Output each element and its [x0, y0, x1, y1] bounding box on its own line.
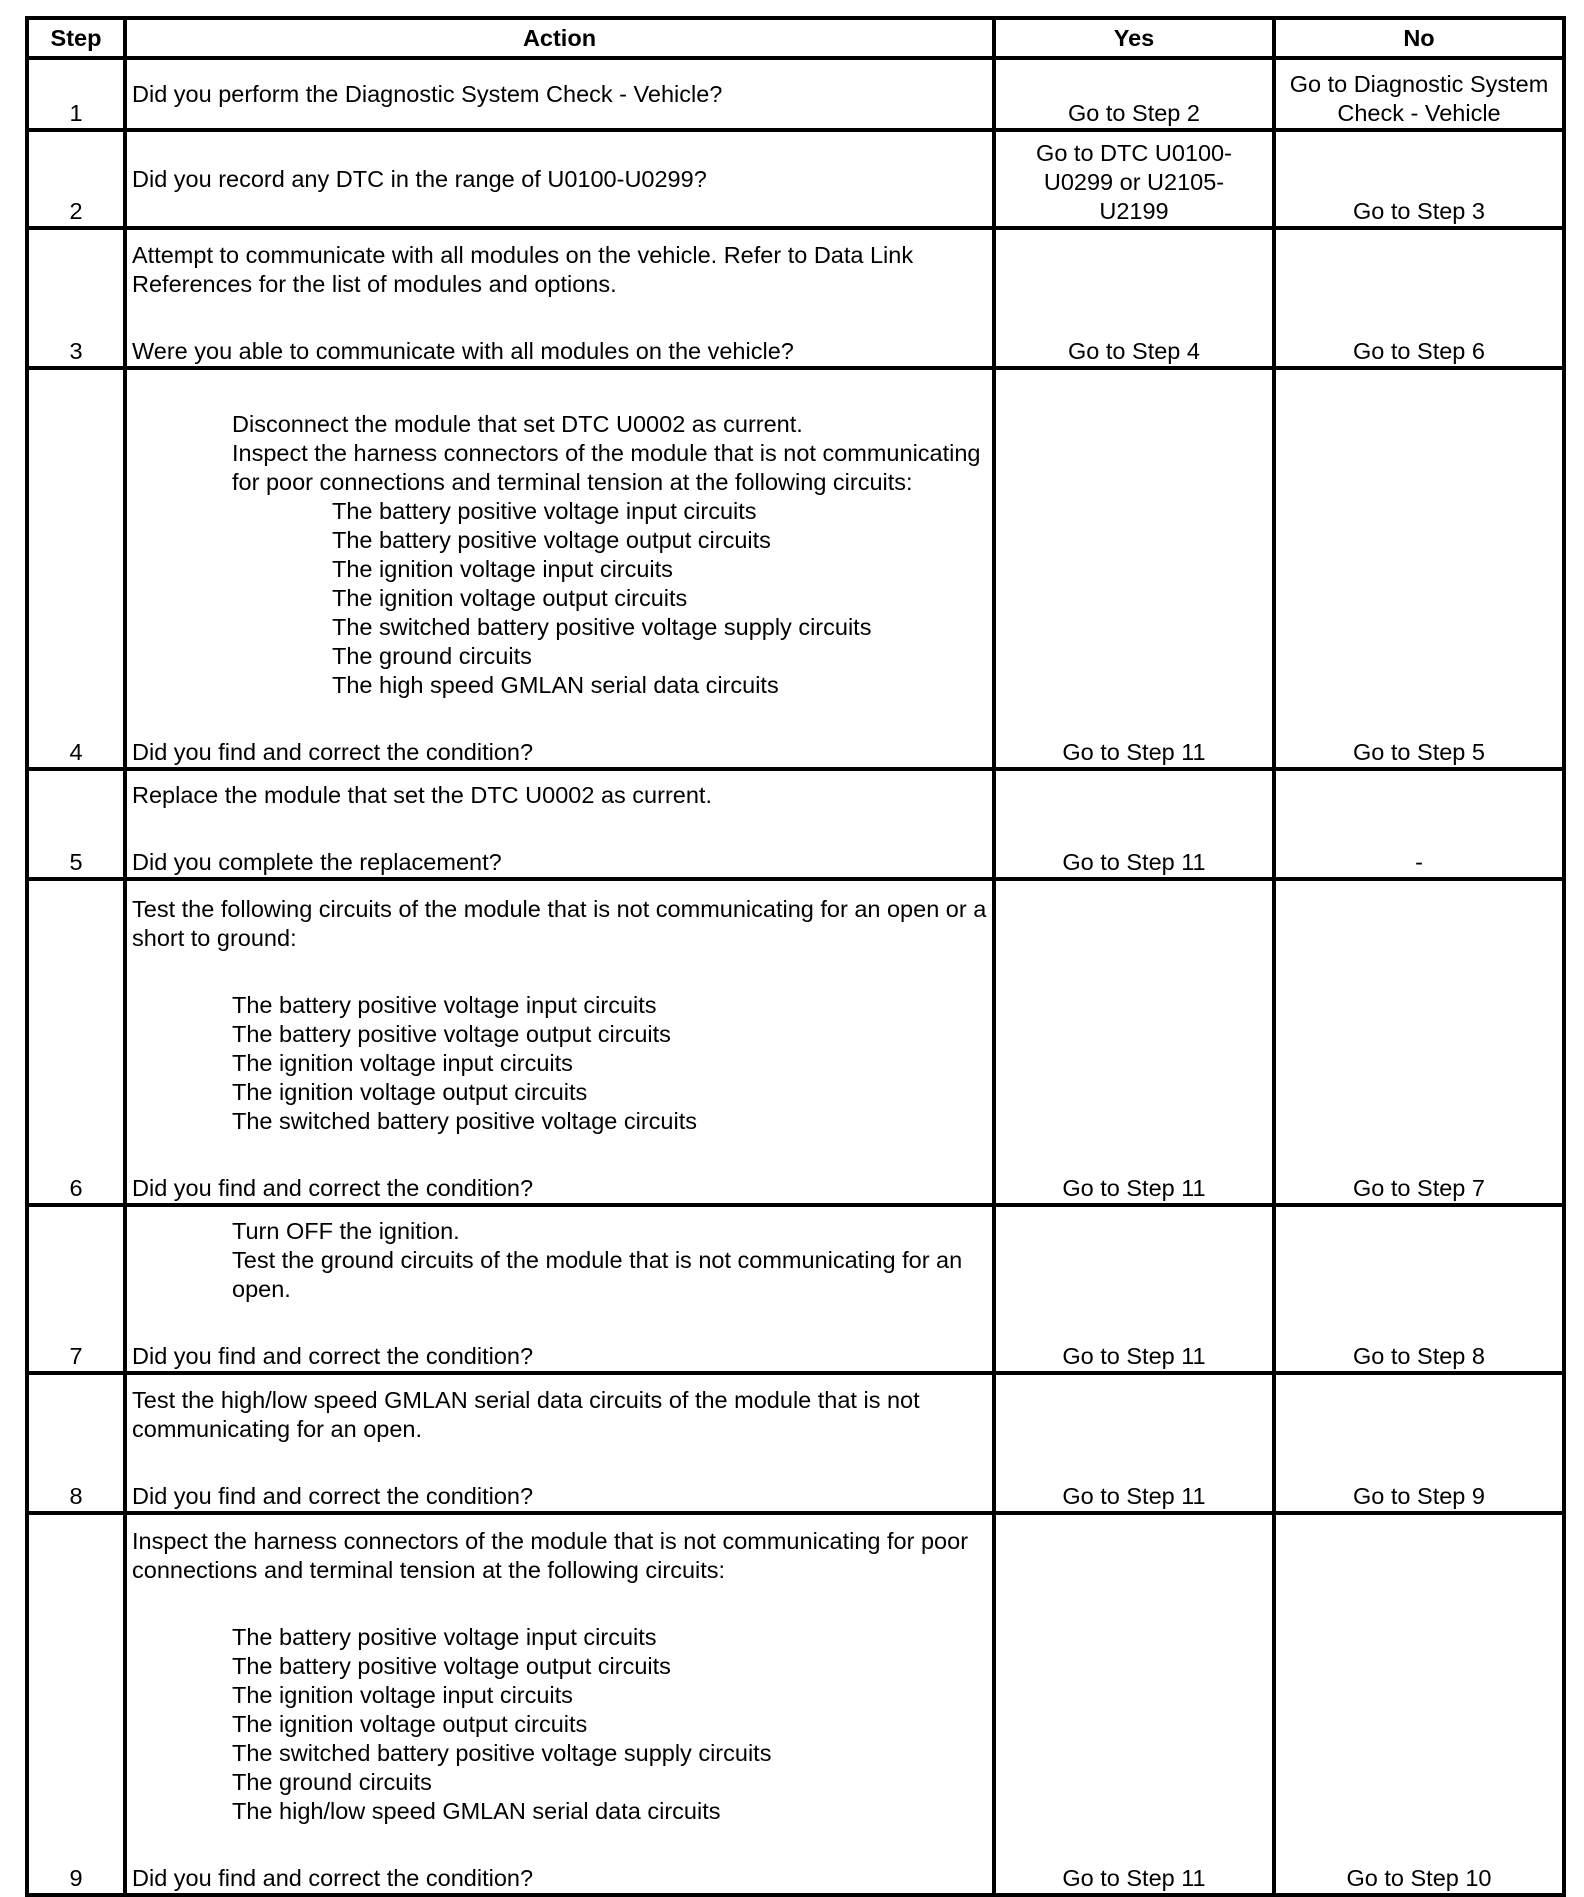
circuit-item: The high/low speed GMLAN serial data circuits: [232, 1798, 721, 1824]
circuit-item: The battery positive voltage output circuits: [332, 527, 771, 553]
step-number: 4: [27, 368, 125, 769]
action-intro: Test the high/low speed GMLAN serial data circuits of the module that is not communicating for an open.: [132, 1387, 920, 1442]
spacer: [132, 1585, 987, 1623]
yes-cell[interactable]: [994, 130, 1274, 228]
diagnostic-table: [25, 16, 1566, 1897]
circuit-item: The battery positive voltage input circuits: [232, 1624, 657, 1650]
header-row: [27, 18, 1564, 58]
action-question: Did you find and correct the condition?: [132, 1343, 534, 1369]
table-row: [27, 368, 1564, 769]
action-question: Did you record any DTC in the range of U0100-U0299?: [132, 165, 707, 192]
circuit-item: The switched battery positive voltage supply circuits: [332, 614, 872, 640]
circuit-item: The ground circuits: [332, 643, 532, 669]
action-cell: [125, 879, 994, 1205]
action-question: Did you find and correct the condition?: [132, 1175, 534, 1201]
circuit-item: The battery positive voltage input circuits: [332, 498, 757, 524]
action-intro: Inspect the harness connectors of the module that is not communicating for poor connections and terminal tension at the following circuits:: [132, 1528, 969, 1583]
circuit-item: The ignition voltage input circuits: [332, 556, 673, 582]
no-cell[interactable]: Go to Step 9: [1274, 1373, 1564, 1513]
circuit-item: The battery positive voltage output circuits: [232, 1653, 671, 1679]
step-number: 2: [27, 130, 125, 228]
header-yes: Yes: [994, 18, 1274, 58]
action-substep: Turn OFF the ignition.: [232, 1218, 460, 1244]
step-number: 6: [27, 879, 125, 1205]
no-cell[interactable]: Go to Step 5: [1274, 368, 1564, 769]
action-intro: Replace the module that set the DTC U0002 as current.: [132, 782, 712, 808]
header-action: Action: [125, 18, 994, 58]
circuit-item: The switched battery positive voltage circuits: [232, 1108, 697, 1134]
spacer: [132, 299, 987, 337]
table-row: [27, 130, 1564, 228]
circuit-item: The high speed GMLAN serial data circuits: [332, 672, 779, 698]
yes-cell[interactable]: Go to Step 11: [994, 368, 1274, 769]
action-cell: [125, 228, 994, 368]
no-cell[interactable]: Go to Step 6: [1274, 228, 1564, 368]
table-row: [27, 1205, 1564, 1373]
table-row: [27, 58, 1564, 130]
circuit-item: The ignition voltage input circuits: [232, 1050, 573, 1076]
no-cell[interactable]: Go to Step 8: [1274, 1205, 1564, 1373]
yes-cell[interactable]: Go to Step 2: [994, 58, 1274, 130]
action-cell: [125, 1513, 994, 1895]
table-row: [27, 1513, 1564, 1895]
step-number: 8: [27, 1373, 125, 1513]
circuit-item: The ignition voltage output circuits: [332, 585, 688, 611]
action-question: Did you perform the Diagnostic System Check - Vehicle?: [132, 80, 723, 107]
spacer: [132, 700, 987, 738]
spacer: [132, 1304, 987, 1342]
action-intro: Attempt to communicate with all modules on the vehicle. Refer to Data Link References for the list of modules and options.: [132, 242, 914, 297]
yes-cell[interactable]: Go to Step 11: [994, 1513, 1274, 1895]
action-question: Did you complete the replacement?: [132, 849, 502, 875]
action-substep: Inspect the harness connectors of the module that is not communicating for poor connections and terminal tension at the following circuits:: [232, 440, 981, 495]
no-cell[interactable]: Go to Step 10: [1274, 1513, 1564, 1895]
table-row: [27, 1373, 1564, 1513]
header-no: No: [1274, 18, 1564, 58]
action-intro: Test the following circuits of the module that is not communicating for an open or a short to ground:: [132, 896, 987, 951]
action-cell: [125, 130, 994, 228]
action-cell: [125, 769, 994, 879]
spacer: [132, 953, 987, 991]
action-question: Were you able to communicate with all modules on the vehicle?: [132, 338, 794, 364]
circuit-item: The battery positive voltage output circuits: [232, 1021, 671, 1047]
action-cell: [125, 1373, 994, 1513]
header-step: Step: [27, 18, 125, 58]
action-question: Did you find and correct the condition?: [132, 739, 534, 765]
action-substep: Test the ground circuits of the module that is not communicating for an open.: [232, 1247, 963, 1302]
circuit-item: The ignition voltage output circuits: [232, 1079, 588, 1105]
step-number: 3: [27, 228, 125, 368]
table-row: [27, 769, 1564, 879]
circuit-item: The ignition voltage input circuits: [232, 1682, 573, 1708]
yes-cell[interactable]: Go to Step 11: [994, 1373, 1274, 1513]
action-cell: [125, 1205, 994, 1373]
step-number: 5: [27, 769, 125, 879]
no-cell[interactable]: -: [1274, 769, 1564, 879]
circuit-item: The ground circuits: [232, 1769, 432, 1795]
step-number: 7: [27, 1205, 125, 1373]
action-question: Did you find and correct the condition?: [132, 1865, 534, 1891]
yes-cell[interactable]: Go to Step 11: [994, 1205, 1274, 1373]
table-row: [27, 228, 1564, 368]
circuit-item: The switched battery positive voltage supply circuits: [232, 1740, 772, 1766]
spacer: [132, 1826, 987, 1864]
no-cell[interactable]: Go to Step 7: [1274, 879, 1564, 1205]
action-cell: [125, 368, 994, 769]
action-question: Did you find and correct the condition?: [132, 1483, 534, 1509]
no-cell[interactable]: Go to Step 3: [1274, 130, 1564, 228]
action-cell: [125, 58, 994, 130]
yes-cell[interactable]: Go to Step 11: [994, 879, 1274, 1205]
yes-cell[interactable]: Go to Step 11: [994, 769, 1274, 879]
circuit-item: The ignition voltage output circuits: [232, 1711, 588, 1737]
yes-cell[interactable]: Go to Step 4: [994, 228, 1274, 368]
step-number: 9: [27, 1513, 125, 1895]
step-number: 1: [27, 58, 125, 130]
no-cell[interactable]: Go to Diagnostic System Check - Vehicle: [1274, 58, 1564, 130]
table-row: [27, 879, 1564, 1205]
spacer: [132, 1136, 987, 1174]
circuit-item: The battery positive voltage input circuits: [232, 992, 657, 1018]
spacer: [132, 1444, 987, 1482]
yes-text[interactable]: Go to DTC U0100-U0299 or U2105-U2199: [1036, 140, 1232, 224]
spacer: [132, 810, 987, 848]
action-substep: Disconnect the module that set DTC U0002 as current.: [232, 411, 803, 437]
